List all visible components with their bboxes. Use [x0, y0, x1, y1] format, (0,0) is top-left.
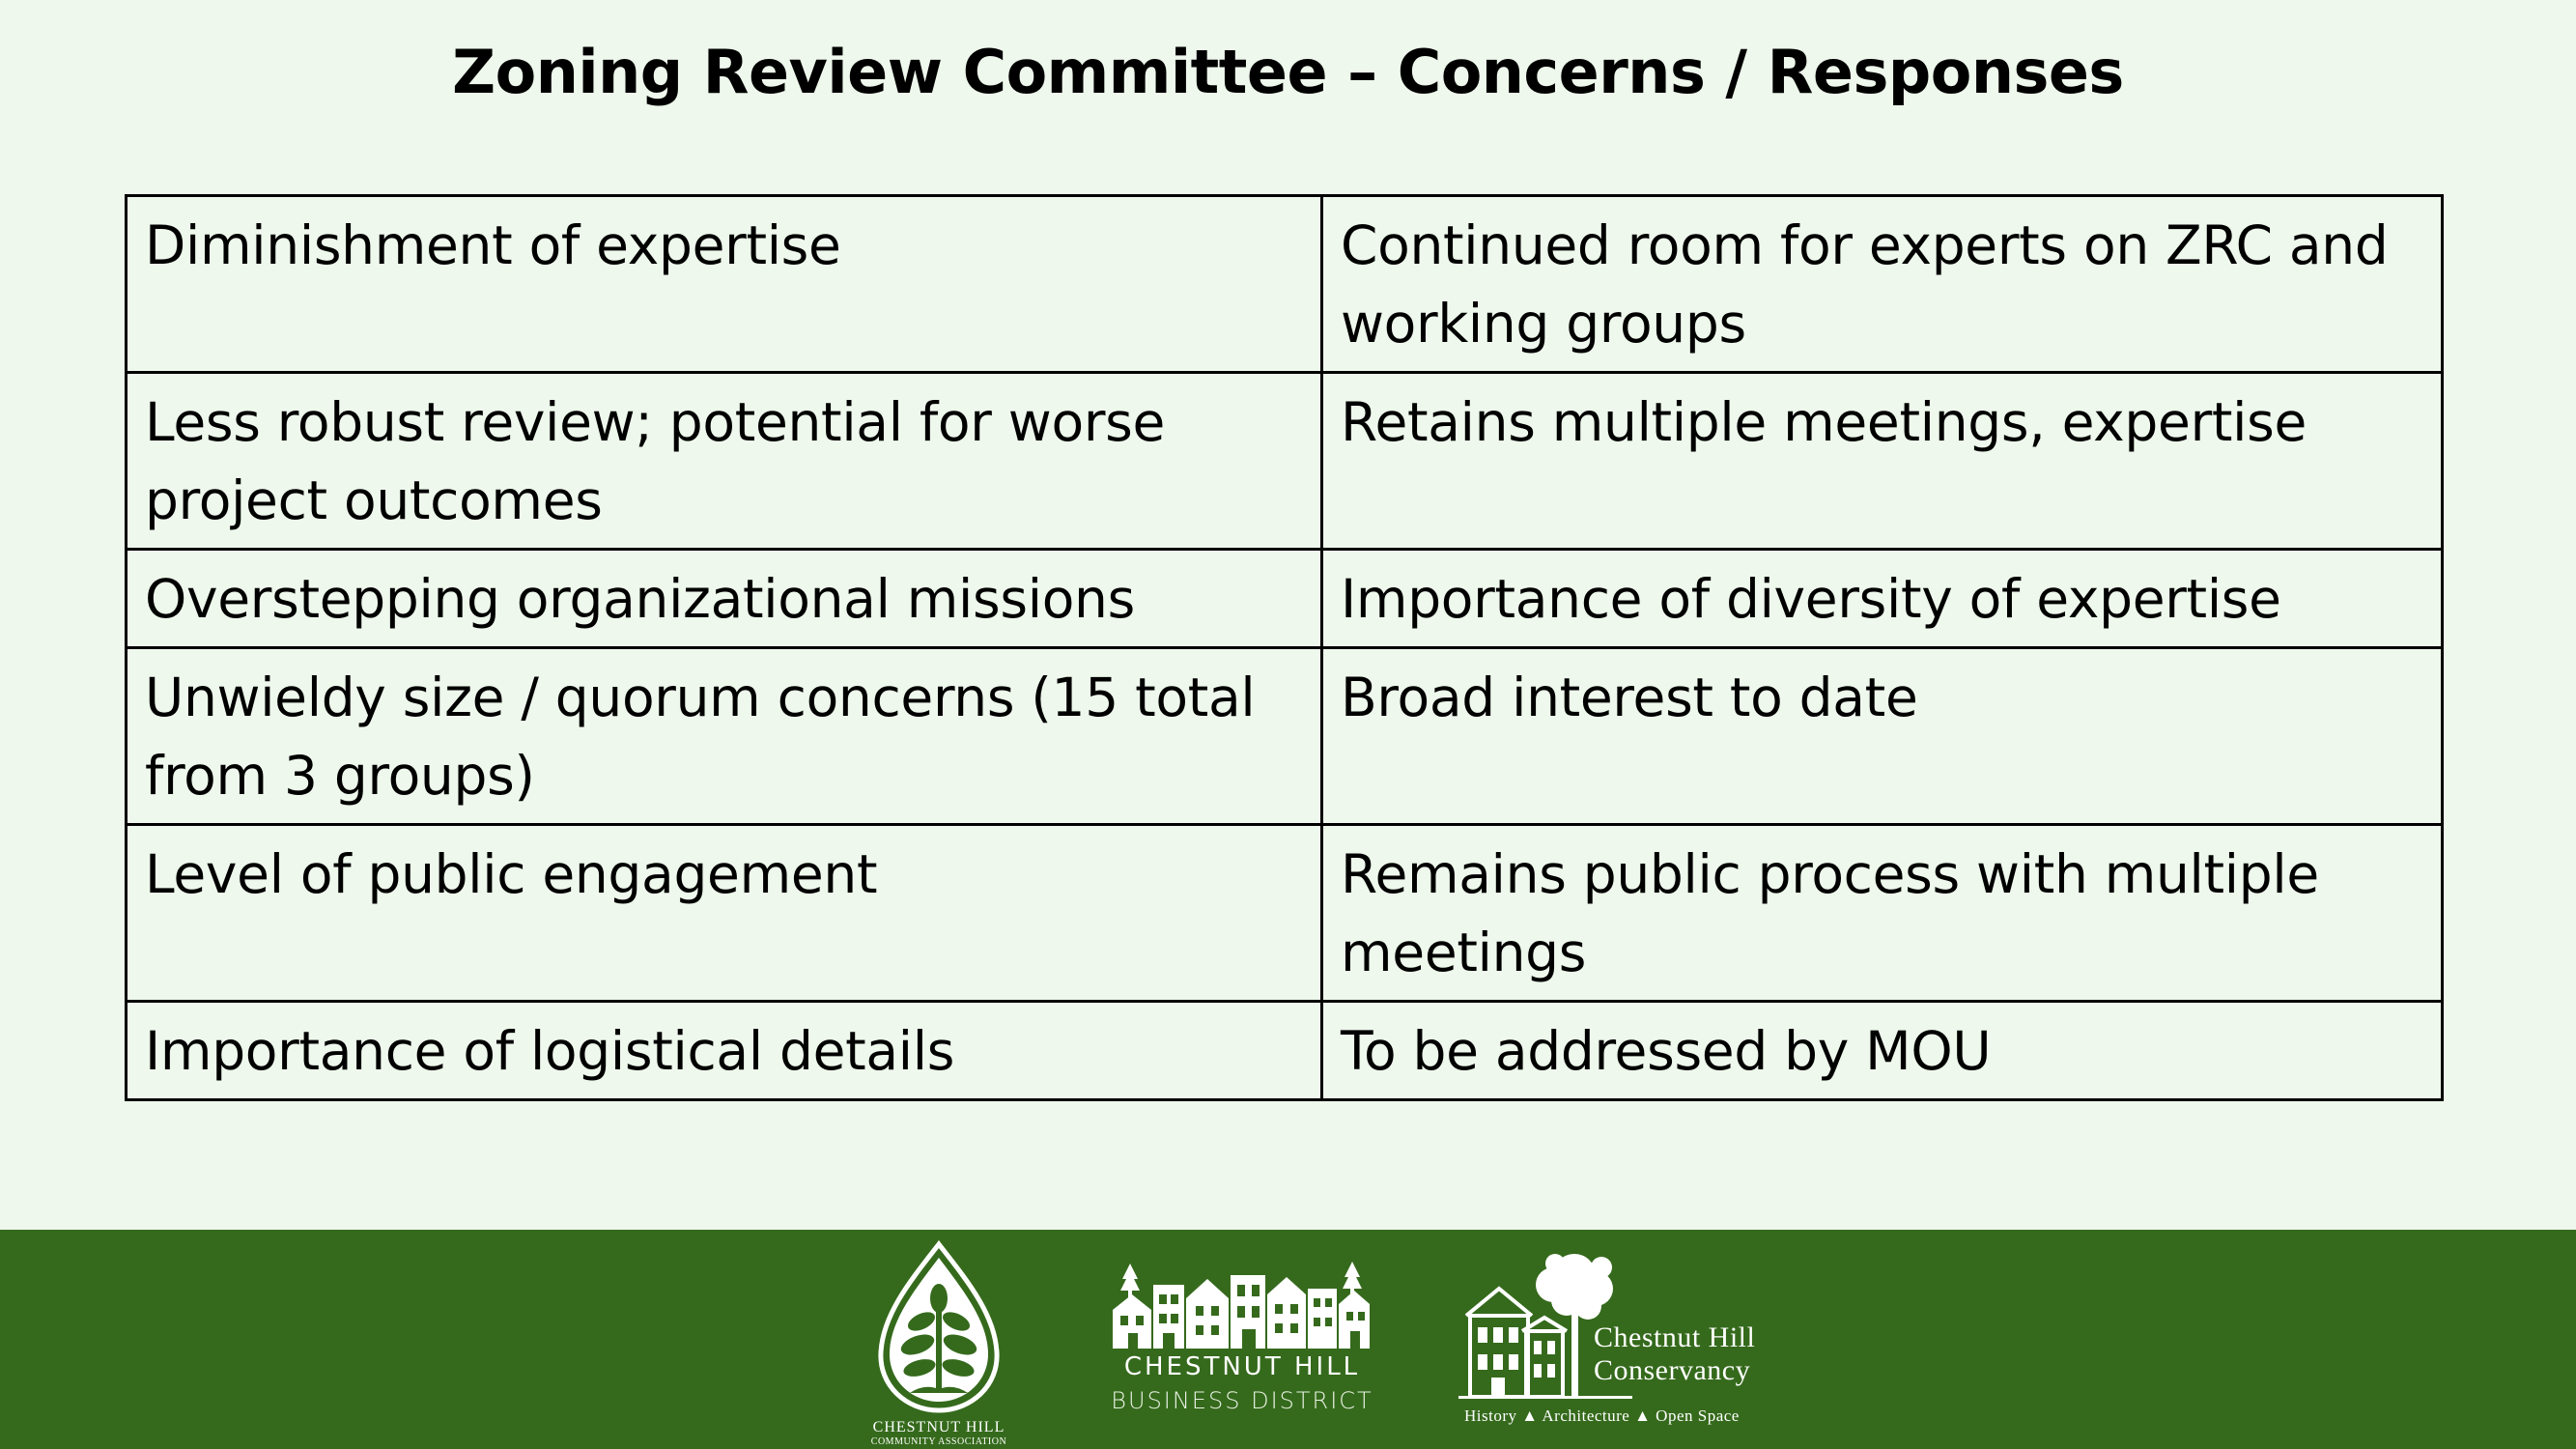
table-row: [127, 196, 2443, 373]
business-district-name: CHESTNUT HILL: [1123, 1352, 1361, 1381]
response-cell: Importance of diversity of expertise: [1322, 550, 2443, 648]
concerns-responses-table: [125, 194, 2444, 1101]
concern-cell: Unwieldy size / quorum concerns (15 total from 3 groups): [127, 648, 1322, 825]
concern-cell: Importance of logistical details: [127, 1002, 1322, 1100]
table-row: [127, 373, 2443, 550]
business-district-subtitle: BUSINESS DISTRICT: [1111, 1387, 1373, 1414]
community-association-logo: [842, 1238, 1035, 1447]
response-cell: Broad interest to date: [1322, 648, 2443, 825]
conservancy-tagline: History ▲ Architecture ▲ Open Space: [1464, 1406, 1740, 1425]
community-association-subtitle: COMMUNITY ASSOCIATION: [870, 1436, 1007, 1447]
business-district-logo: [1107, 1256, 1377, 1414]
concern-cell: Less robust review; potential for worse project outcomes: [127, 373, 1322, 550]
table-row: [127, 648, 2443, 825]
slide-title: Zoning Review Committee – Concerns / Responses: [452, 37, 2124, 107]
tree-in-drop-icon: [842, 1238, 1035, 1417]
response-cell: Continued room for experts on ZRC and working groups: [1322, 196, 2443, 373]
conservancy-name-line2: Conservancy: [1594, 1354, 1751, 1386]
concern-cell: Level of public engagement: [127, 825, 1322, 1002]
response-cell: Retains multiple meetings, expertise: [1322, 373, 2443, 550]
conservancy-name-line1: Chestnut Hill: [1594, 1321, 1756, 1353]
storefronts-icon: [1107, 1256, 1377, 1350]
concern-cell: Diminishment of expertise: [127, 196, 1322, 373]
table-row: [127, 825, 2443, 1002]
response-cell: To be addressed by MOU: [1322, 1002, 2443, 1100]
table-row: [127, 1002, 2443, 1100]
community-association-name: CHESTNUT HILL: [872, 1419, 1005, 1435]
table-row: [127, 550, 2443, 648]
concern-cell: Overstepping organizational missions: [127, 550, 1322, 648]
concerns-responses-table-wrap: [125, 194, 2444, 1101]
response-cell: Remains public process with multiple meetings: [1322, 825, 2443, 1002]
